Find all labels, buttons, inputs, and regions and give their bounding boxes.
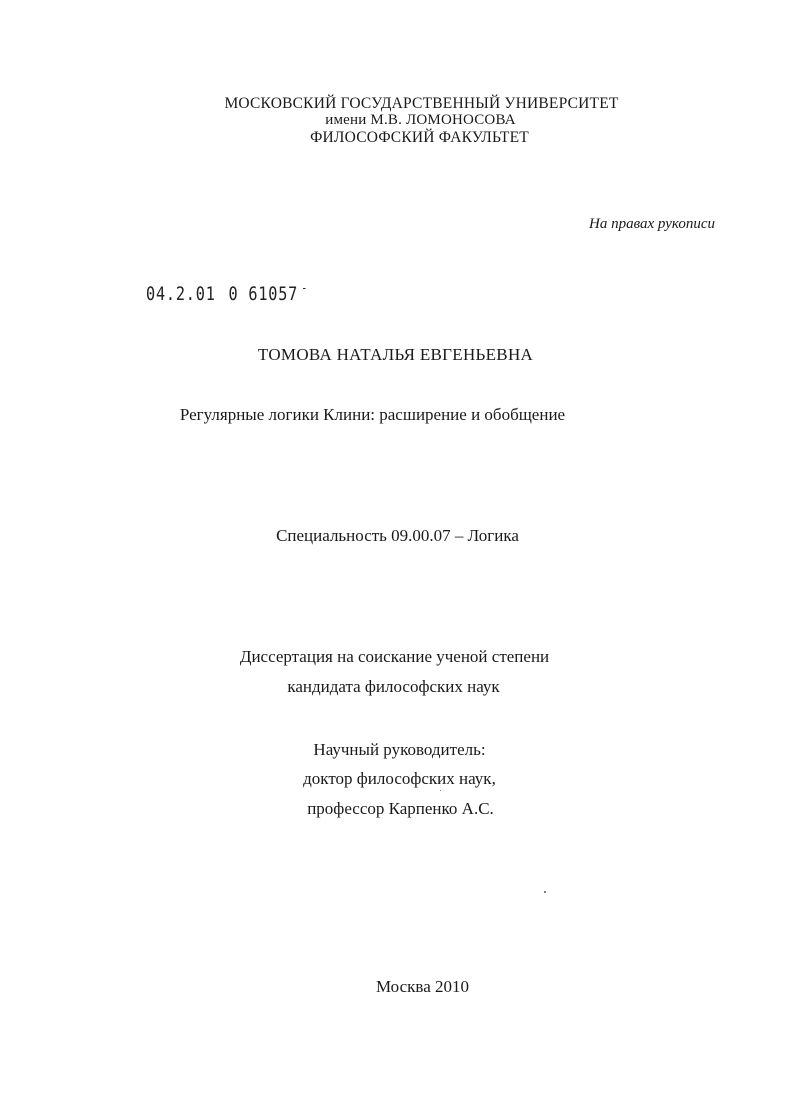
supervisor-degree: доктор философских наук, bbox=[303, 769, 496, 788]
city-year: Москва 2010 bbox=[375, 977, 470, 996]
university-name: МОСКОВСКИЙ ГОСУДАРСТВЕННЫЙ УНИВЕРСИТЕТ bbox=[224, 95, 619, 112]
scan-speck bbox=[440, 790, 441, 791]
registration-code-part1: 04.2.01 bbox=[146, 283, 216, 305]
registration-code-mark: - bbox=[301, 281, 308, 295]
scan-speck bbox=[544, 891, 546, 893]
university-named-after: имени М.В. ЛОМОНОСОВА bbox=[325, 112, 516, 128]
registration-stamp bbox=[146, 281, 308, 305]
degree-line-2: кандидата философских наук bbox=[287, 677, 500, 696]
dissertation-title: Регулярные логики Клини: расширение и обобщение bbox=[179, 405, 566, 424]
specialty: Специальность 09.00.07 – Логика bbox=[276, 526, 519, 545]
registration-code-part2: 0 61057 bbox=[228, 283, 299, 305]
rights-note: На правах рукописи bbox=[589, 216, 715, 232]
degree-line-1: Диссертация на соискание ученой степени bbox=[239, 647, 550, 666]
supervisor-name: профессор Карпенко А.С. bbox=[307, 799, 494, 818]
author-name: ТОМОВА НАТАЛЬЯ ЕВГЕНЬЕВНА bbox=[257, 345, 534, 364]
supervisor-heading: Научный руководитель: bbox=[313, 740, 486, 759]
faculty-name: ФИЛОСОФСКИЙ ФАКУЛЬТЕТ bbox=[310, 129, 529, 146]
